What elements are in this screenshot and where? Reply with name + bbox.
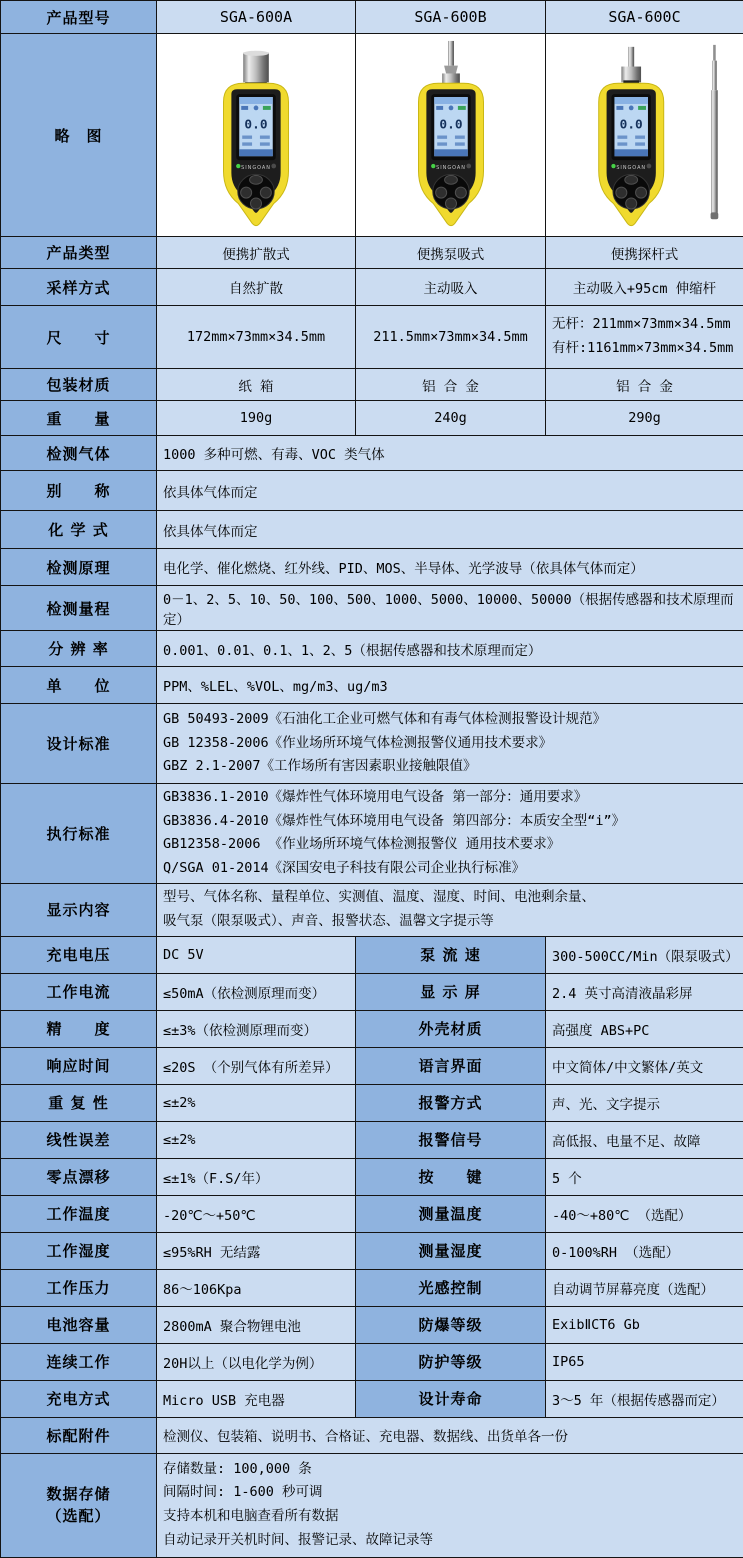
display-content-line: 吸气泵（限泵吸式）、声音、报警状态、温馨文字提示等 [163,910,737,934]
row-label: 工作湿度 [1,1232,157,1269]
row-value: ≤±1%（F.S/年） [157,1158,356,1195]
row-value: 高强度 ABS+PC [546,1010,743,1047]
row-value: 2800mA 聚合物锂电池 [157,1306,356,1343]
size-line-2: 有杆:1161mm×73mm×34.5mm [552,337,737,361]
spec-row [1,1010,743,1047]
standard-line: GB3836.1-2010《爆炸性气体环境用电气设备 第一部分：通用要求》 [163,786,737,810]
row-value: 主动吸入+95cm 伸缩杆 [546,269,743,306]
sketch-cell-a [157,34,356,237]
spec-row [1,306,743,369]
spec-row [1,511,743,549]
row-label: 采样方式 [1,269,157,306]
row-value: 0－1、2、5、10、50、100、500、1000、5000、10000、50000（根据传感器和技术原理而定） [157,586,743,631]
row-value: 铝 合 金 [356,369,546,401]
row-label: 电池容量 [1,1306,157,1343]
row-value: 290g [546,401,743,436]
row-label: 设计寿命 [356,1380,546,1417]
row-label: 单 位 [1,667,157,704]
row-label: 显示内容 [1,883,157,936]
row-value: ≤50mA（依检测原理而变） [157,973,356,1010]
spec-row [1,631,743,667]
row-value: ≤95%RH 无结露 [157,1232,356,1269]
row-value: ≤±2% [157,1121,356,1158]
spec-row [1,883,743,936]
row-value: PPM、%LEL、%VOL、mg/m3、ug/m3 [157,667,743,704]
row-value: 依具体气体而定 [157,511,743,549]
row-label: 精 度 [1,1010,157,1047]
row-label: 别 称 [1,471,157,511]
model-name-a: SGA-600A [157,1,356,34]
row-label: 执行标准 [1,784,157,884]
storage-line: 自动记录开关机时间、报警记录、故障记录等 [163,1529,737,1553]
row-label: 测量湿度 [356,1232,546,1269]
row-value: 240g [356,401,546,436]
spec-row [1,704,743,784]
row-value: ExibⅡCT6 Gb [546,1306,743,1343]
row-label: 线性误差 [1,1121,157,1158]
row-value: 便携扩散式 [157,237,356,269]
row-value: 声、光、文字提示 [546,1084,743,1121]
spec-row [1,1232,743,1269]
row-value: -40～+80℃ （选配） [546,1195,743,1232]
row-label: 泵 流 速 [356,936,546,973]
header-row [1,1,743,34]
model-name-c: SGA-600C [546,1,743,34]
standard-line: GB 12358-2006《作业场所环境气体检测报警仪通用技术要求》 [163,732,737,756]
row-label: 产品类型 [1,237,157,269]
sketch-cell-b [356,34,546,237]
spec-row [1,1084,743,1121]
model-name-b: SGA-600B [356,1,546,34]
row-label: 工作温度 [1,1195,157,1232]
row-label: 外壳材质 [356,1010,546,1047]
row-label: 重 复 性 [1,1084,157,1121]
row-value: 自动调节屏幕亮度（选配） [546,1269,743,1306]
row-value: 0.001、0.01、0.1、1、2、5（根据传感器和技术原理而定） [157,631,743,667]
row-value [157,784,743,884]
row-value: -20℃～+50℃ [157,1195,356,1232]
row-label: 设计标准 [1,704,157,784]
spec-row [1,1380,743,1417]
spec-row [1,369,743,401]
spec-row [1,1269,743,1306]
row-value: 纸 箱 [157,369,356,401]
standard-line: GB3836.4-2010《爆炸性气体环境用电气设备 第四部分：本质安全型“i”》 [163,810,737,834]
product-image-sga-600b [356,37,546,234]
row-label: 防护等级 [356,1343,546,1380]
spec-row [1,1047,743,1084]
spec-row [1,1417,743,1453]
row-value: 2.4 英寸高清液晶彩屏 [546,973,743,1010]
row-value: 211.5mm×73mm×34.5mm [356,306,546,369]
row-label: 连续工作 [1,1343,157,1380]
detector-body [223,83,288,225]
spec-row [1,269,743,306]
row-value: 高低报、电量不足、故障 [546,1121,743,1158]
probe-icon [448,40,454,65]
spec-row [1,784,743,884]
row-value: 190g [157,401,356,436]
row-value: 0-100%RH （选配） [546,1232,743,1269]
spec-row [1,436,743,471]
spec-row [1,237,743,269]
row-value: 1000 多种可燃、有毒、VOC 类气体 [157,436,743,471]
row-value: 3～5 年（根据传感器而定） [546,1380,743,1417]
row-value: 依具体气体而定 [157,471,743,511]
row-label: 防爆等级 [356,1306,546,1343]
row-label: 显 示 屏 [356,973,546,1010]
probe-icon [628,46,634,68]
spec-row [1,1158,743,1195]
row-value: 172mm×73mm×34.5mm [157,306,356,369]
row-label: 光感控制 [356,1269,546,1306]
row-label: 检测量程 [1,586,157,631]
row-label: 检测原理 [1,549,157,586]
display-content-line: 型号、气体名称、量程单位、实测值、温度、湿度、时间、电池剩余量、 [163,886,737,910]
spec-row [1,549,743,586]
row-label: 语言界面 [356,1047,546,1084]
row-label: 零点漂移 [1,1158,157,1195]
spec-row [1,586,743,631]
row-value: 86～106Kpa [157,1269,356,1306]
row-value: 主动吸入 [356,269,546,306]
storage-line: 支持本机和电脑查看所有数据 [163,1505,737,1529]
row-value: 检测仪、包装箱、说明书、合格证、充电器、数据线、出货单各一份 [157,1417,743,1453]
row-label: 包装材质 [1,369,157,401]
row-value: 便携泵吸式 [356,237,546,269]
standard-line: GB 50493-2009《石油化工企业可燃气体和有毒气体检测报警设计规范》 [163,708,737,732]
spec-row [1,1453,743,1557]
row-label: 充电方式 [1,1380,157,1417]
sketch-cell-c [546,34,743,237]
row-label: 标配附件 [1,1417,157,1453]
row-value: 300-500CC/Min（限泵吸式） [546,936,743,973]
row-label: 工作压力 [1,1269,157,1306]
row-value: 自然扩散 [157,269,356,306]
row-label [1,1453,157,1557]
row-value [157,704,743,784]
row-value [546,306,743,369]
row-label: 工作电流 [1,973,157,1010]
row-label: 充电电压 [1,936,157,973]
sketch-label: 略 图 [1,34,157,237]
spec-row [1,936,743,973]
spec-row [1,1121,743,1158]
spec-row [1,1306,743,1343]
size-line-1: 无杆：211mm×73mm×34.5mm [552,313,737,337]
row-value: Micro USB 充电器 [157,1380,356,1417]
row-value: DC 5V [157,936,356,973]
detector-body [598,83,663,225]
row-value: 20H以上（以电化学为例） [157,1343,356,1380]
row-label: 报警信号 [356,1121,546,1158]
row-label: 报警方式 [356,1084,546,1121]
row-value: ≤20S （个别气体有所差异） [157,1047,356,1084]
row-label: 按 键 [356,1158,546,1195]
spec-row [1,401,743,436]
storage-label-line-2: （选配） [3,1505,154,1528]
storage-line: 存储数量: 100,000 条 [163,1458,737,1482]
telescopic-rod-icon [710,44,718,218]
row-label: 重 量 [1,401,157,436]
spec-row [1,1195,743,1232]
row-value: 铝 合 金 [546,369,743,401]
row-label: 分 辨 率 [1,631,157,667]
standard-line: Q/SGA 01-2014《深国安电子科技有限公司企业执行标准》 [163,857,737,881]
row-value: 中文简体/中文繁体/英文 [546,1047,743,1084]
row-value [157,1453,743,1557]
row-label: 尺 寸 [1,306,157,369]
row-value [157,883,743,936]
row-value: IP65 [546,1343,743,1380]
row-value: ≤±3%（依检测原理而变） [157,1010,356,1047]
row-label: 测量温度 [356,1195,546,1232]
row-label: 检测气体 [1,436,157,471]
storage-line: 间隔时间: 1-600 秒可调 [163,1481,737,1505]
spec-row [1,973,743,1010]
detector-body [418,83,483,225]
row-value: 便携探杆式 [546,237,743,269]
row-label: 化 学 式 [1,511,157,549]
header-label: 产品型号 [1,1,157,34]
standard-line: GBZ 2.1-2007《工作场所有害因素职业接触限值》 [163,755,737,779]
row-label: 响应时间 [1,1047,157,1084]
row-value: 电化学、催化燃烧、红外线、PID、MOS、半导体、光学波导（依具体气体而定） [157,549,743,586]
storage-label-line-1: 数据存储 [3,1483,154,1506]
row-value: ≤±2% [157,1084,356,1121]
spec-row [1,667,743,704]
sensor-cap-icon [243,52,269,82]
standard-line: GB12358-2006 《作业场所环境气体检测报警仪 通用技术要求》 [163,833,737,857]
spec-row [1,471,743,511]
product-image-sga-600c [550,37,740,234]
sketch-row [1,34,743,237]
spec-row [1,1343,743,1380]
row-value: 5 个 [546,1158,743,1195]
product-image-sga-600a [161,37,351,234]
